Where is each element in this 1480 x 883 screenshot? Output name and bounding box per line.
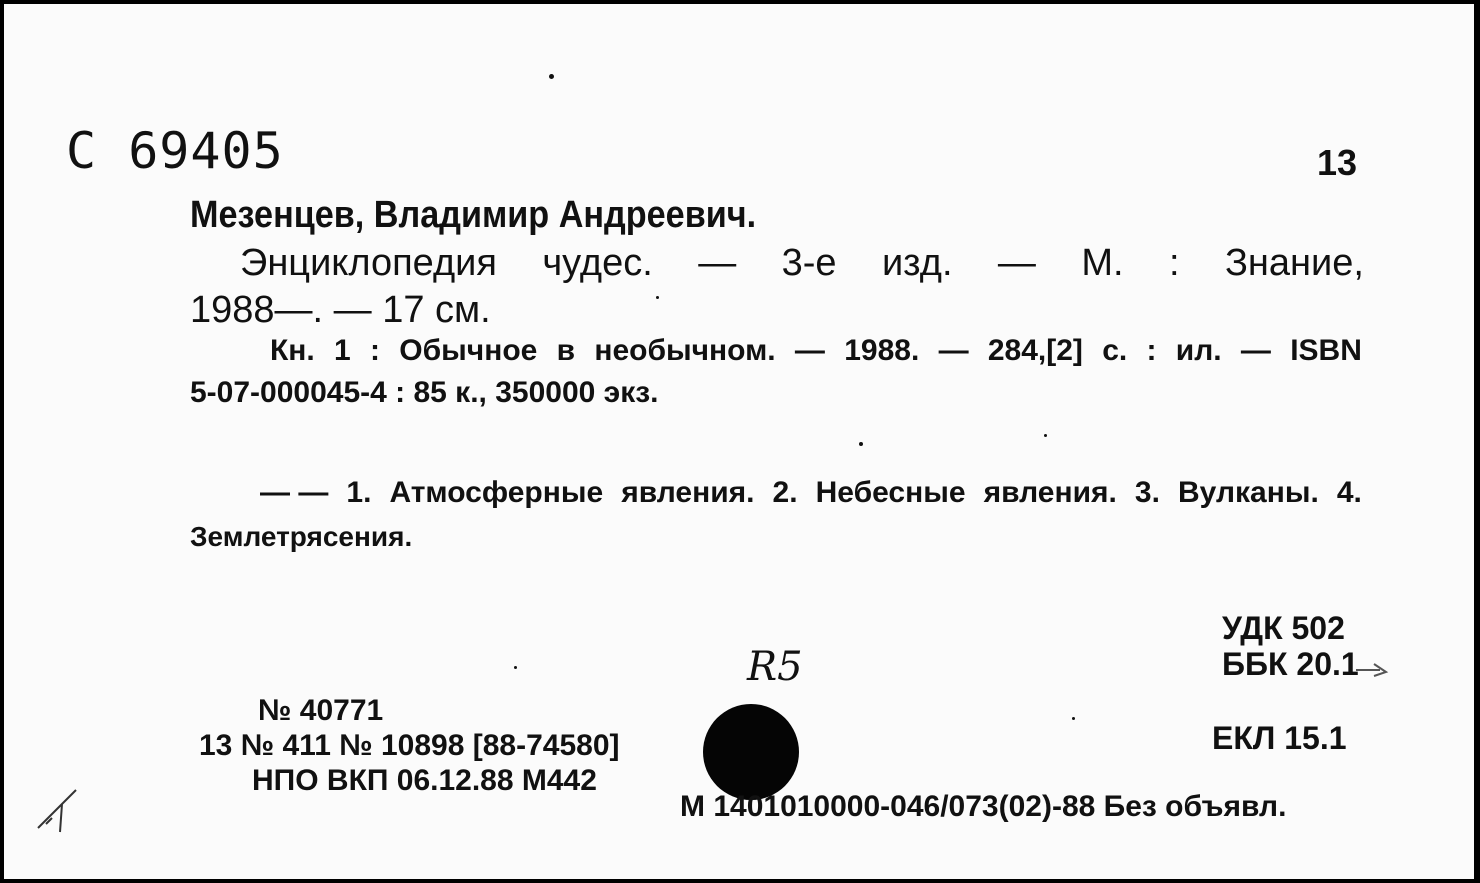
volume-word: с. <box>1102 334 1128 367</box>
volume-word: : <box>1146 334 1157 367</box>
title-word: М. <box>1081 242 1124 284</box>
subject-word: Атмосферные <box>389 476 604 509</box>
subject-word: 2. <box>772 476 798 509</box>
volume-word: необычном. <box>594 334 776 367</box>
subject-word: явления. <box>621 476 755 509</box>
call-number: С 69405 <box>66 122 284 180</box>
title-word: чудес. <box>542 242 653 284</box>
subject-word: 1. <box>346 476 372 509</box>
volume-word: 1 <box>334 334 351 367</box>
title-word: изд. <box>881 242 953 284</box>
title-word: : <box>1168 242 1180 284</box>
volume-word: ил. <box>1175 334 1222 367</box>
scan-speck <box>549 74 554 79</box>
subject-word: 3. <box>1134 476 1160 509</box>
scan-speck <box>514 666 517 669</box>
volume-word: : <box>370 334 381 367</box>
pencil-mark-icon <box>32 784 92 844</box>
subject-word: 4. <box>1336 476 1362 509</box>
author-heading: Мезенцев, Владимир Андреевич. <box>190 194 757 236</box>
title-word: Энциклопедия <box>240 242 497 284</box>
order-number: № 40771 <box>258 694 384 727</box>
npo-line: НПО ВКП 06.12.88 М442 <box>252 764 597 797</box>
udk-code: УДК 502 <box>1222 610 1345 646</box>
subjects-line-1 <box>260 476 1362 510</box>
scan-speck <box>1044 434 1047 437</box>
scan-speck <box>656 296 659 299</box>
print-info: 13 № 411 № 10898 [88-74580] <box>199 729 620 762</box>
title-line-2: 1988—. — 17 см. <box>190 289 491 331</box>
bbk-code: ББК 20.1 <box>1222 646 1359 682</box>
subjects-line-2: Землетрясения. <box>190 521 413 552</box>
volume-word: — <box>938 334 969 367</box>
subject-word: Небесные <box>815 476 966 509</box>
card-number: 13 <box>1317 142 1358 183</box>
pencil-arrow-icon <box>1354 660 1404 680</box>
punch-hole <box>703 704 799 800</box>
price-code: М 1401010000-046/073(02)-88 Без объявл. <box>680 790 1287 823</box>
title-word: Знание, <box>1224 242 1364 284</box>
volume-word: — <box>1240 334 1271 367</box>
volume-word: Кн. <box>270 334 315 367</box>
catalog-card <box>4 4 1474 879</box>
subject-word: — — <box>260 476 329 509</box>
volume-word: ISBN <box>1290 334 1362 367</box>
volume-line-2: 5-07-000045-4 : 85 к., 350000 экз. <box>190 376 659 409</box>
handwritten-mark: R5 <box>747 644 803 690</box>
scan-speck <box>1072 717 1075 720</box>
volume-word: 1988. <box>844 334 920 367</box>
volume-line-1 <box>270 334 1362 368</box>
title-line-1 <box>240 242 1364 285</box>
volume-word: Обычное <box>399 334 538 367</box>
volume-word: — <box>794 334 825 367</box>
volume-word: в <box>556 334 576 367</box>
title-word: — <box>698 242 737 284</box>
scan-speck <box>859 442 863 446</box>
subject-word: Вулканы. <box>1178 476 1319 509</box>
volume-word: 284,[2] <box>987 334 1083 367</box>
title-word: 3-е <box>781 242 837 284</box>
ekl-code: ЕКЛ 15.1 <box>1212 720 1347 756</box>
subject-word: явления. <box>983 476 1117 509</box>
title-word: — <box>997 242 1036 284</box>
